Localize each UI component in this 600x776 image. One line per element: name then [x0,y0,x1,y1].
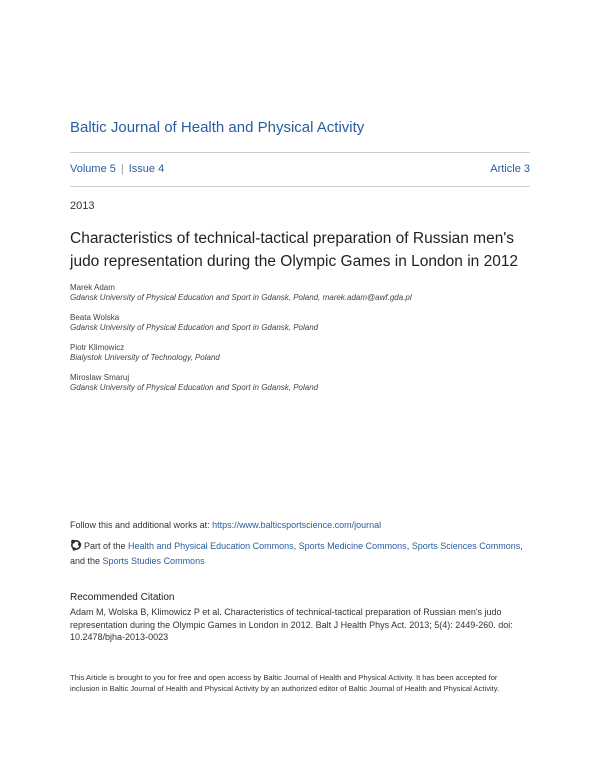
author-name: Beata Wolska [70,313,120,322]
separator: , [406,541,412,551]
volume-link[interactable]: Volume 5 [70,163,116,175]
issue-line [70,163,530,175]
author-list [70,283,540,403]
part-of-line [70,539,530,569]
article-link[interactable]: Article 3 [490,163,530,175]
commons-link-sports-sciences[interactable]: Sports Sciences Commons [411,541,521,551]
open-access-notice: This Article is brought to you for free and open access by Baltic Journal of Health and Physical Activity. It has been accepted for inclusion in Baltic Journal of Health and Physical Activity by an authorized editor of Baltic Journal of Health and Physical Activity. [70,673,500,693]
and-the-text: , and the [70,541,523,566]
separator: | [120,163,124,175]
commons-link-sports-studies[interactable]: Sports Studies Commons [102,556,205,566]
author-name: Piotr Klimowicz [70,343,125,352]
separator: , [293,541,299,551]
commons-link-sports-medicine[interactable]: Sports Medicine Commons [298,541,407,551]
commons-link-health-pe[interactable]: Health and Physical Education Commons [128,541,294,551]
divider-top [70,152,530,153]
author-entry [70,313,540,333]
author-entry [70,343,540,363]
author-name: Marek Adam [70,283,115,292]
citation-text: Adam M, Wolska B, Klimowicz P et al. Characteristics of technical-tactical preparation of Russian men's judo representation during the Olympic Games in London in 2012. Balt J Health Phys Act. 2013; 5(4): 2449-260. doi: 10.2478/bjha-2013-0023 [70,607,513,642]
divider-bottom [70,186,530,187]
follow-line [70,519,530,531]
recommended-citation [70,592,530,644]
part-of-label: Part of the [84,541,129,551]
author-affiliation: Gdansk University of Physical Education and Sport in Gdansk, Poland [70,383,319,392]
publication-year: 2013 [70,200,95,212]
author-affiliation: Bialystok University of Technology, Poland [70,353,220,362]
journal-url-link[interactable]: https://www.balticsportscience.com/journal [212,520,382,530]
network-icon [70,539,82,551]
author-affiliation: Gdansk University of Physical Education and Sport in Gdansk, Poland, marek.adam@awf.gda.pl [70,293,412,302]
links-section [70,519,530,569]
author-entry [70,373,540,393]
journal-title-link[interactable]: Baltic Journal of Health and Physical Activity [70,119,365,136]
author-entry [70,283,540,303]
issue-link[interactable]: Issue 4 [128,163,165,175]
author-name: Miroslaw Smaruj [70,373,130,382]
citation-heading: Recommended Citation [70,592,175,603]
article-title: Characteristics of technical-tactical preparation of Russian men's judo representation during the Olympic Games in London in 2012 [70,230,519,270]
follow-label: Follow this and additional works at: [70,520,213,530]
author-affiliation: Gdansk University of Physical Education and Sport in Gdansk, Poland [70,323,319,332]
